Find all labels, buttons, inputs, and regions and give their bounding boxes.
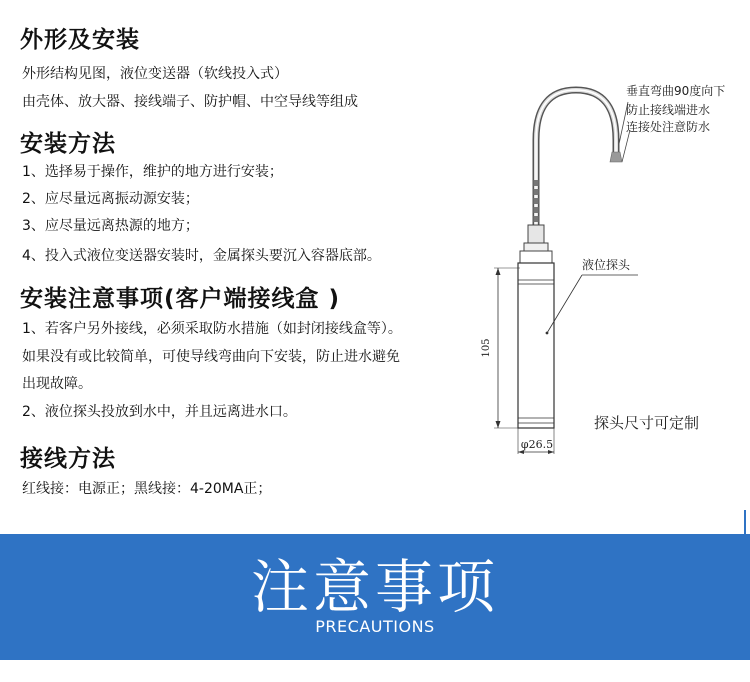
install-notes-line-3: 出现故障。 bbox=[22, 376, 92, 392]
bottom-strip bbox=[0, 660, 750, 682]
install-notes-line-4: 2、液位探头投放到水中，并且远离进水口。 bbox=[22, 404, 297, 420]
install-notes-line-2: 如果没有或比较简单，可使导线弯曲向下安装，防止进水避免 bbox=[22, 349, 400, 365]
wiring-line-1: 红线接：电源正；黑线接：4-20MA正； bbox=[22, 481, 272, 497]
install-method-line-2: 2、应尽量远离振动源安装； bbox=[22, 191, 199, 207]
cable-bend-inner bbox=[536, 90, 616, 230]
edge-accent bbox=[744, 510, 746, 534]
install-method-line-4: 4、投入式液位变送器安装时，金属探头要沉入容器底部。 bbox=[22, 248, 381, 264]
cable-end bbox=[610, 152, 622, 162]
annotation-line-2: 防止接线端进水 bbox=[626, 103, 711, 117]
cable-bend bbox=[536, 90, 616, 230]
cable-connector bbox=[528, 225, 544, 243]
appearance-line-1: 外形结构见图，液位变送器（软线投入式） bbox=[22, 66, 288, 82]
heading-install-method: 安装方法 bbox=[20, 131, 116, 157]
heading-install-notes: 安装注意事项(客户端接线盒 ) bbox=[20, 286, 341, 312]
probe-body bbox=[518, 263, 554, 428]
height-dimension-text: 105 bbox=[481, 338, 492, 358]
probe-label: 液位探头 bbox=[582, 258, 631, 272]
banner-subtitle: PRECAUTIONS bbox=[315, 617, 435, 636]
appearance-line-2: 由壳体、放大器、接线端子、防护帽、中空导线等组成 bbox=[22, 94, 358, 110]
heading-wiring: 接线方法 bbox=[20, 446, 116, 472]
diameter-dimension-text: φ26.5 bbox=[520, 438, 554, 451]
install-method-line-1: 1、选择易于操作，维护的地方进行安装； bbox=[22, 164, 283, 180]
install-method-line-3: 3、应尽量远离热源的地方； bbox=[22, 218, 199, 234]
annotation-line-1: 垂直弯曲90度向下 bbox=[626, 84, 726, 98]
install-notes-line-1: 1、若客户另外接线，必须采取防水措施（如封闭接线盒等）。 bbox=[22, 321, 402, 337]
size-note: 探头尺寸可定制 bbox=[594, 414, 700, 432]
heading-appearance: 外形及安装 bbox=[20, 27, 140, 53]
annotation-line-3: 连接处注意防水 bbox=[626, 120, 711, 134]
banner-title: 注意事项 bbox=[250, 553, 499, 621]
